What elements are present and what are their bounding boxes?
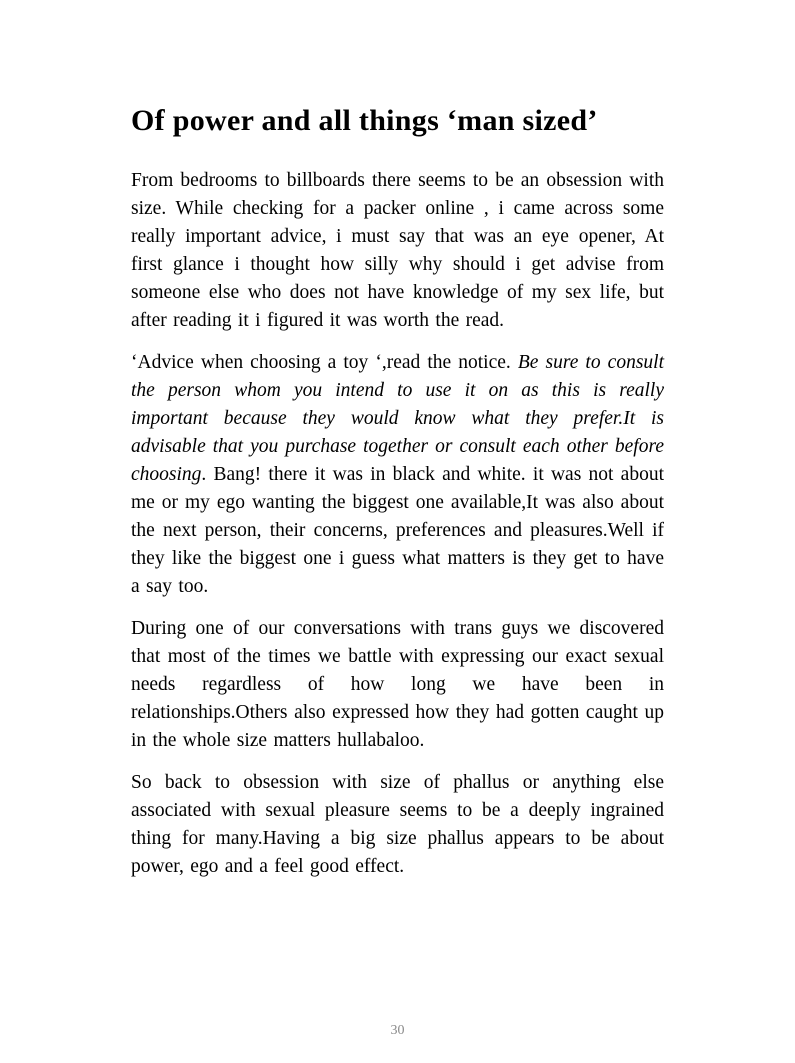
text-run: ‘Advice when choosing a toy ‘,read the notice. <box>131 351 518 373</box>
text-run: So back to obsession with size of phallus or anything else associated with sexual pleasure seems to be a deeply ingrained thing for many.Having a big size phallus appears to be about power, ego and a feel good effect. <box>131 771 664 877</box>
text-run: From bedrooms to billboards there seems to be an obsession with size. While checking for a packer online , i came across some really important advice, i must say that was an eye opener, At first glance i thought how silly why should i get advise from someone else who does not have knowledge of my sex life, but after reading it i figured it was worth the read. <box>131 169 664 331</box>
page-title: Of power and all things ‘man sized’ <box>131 104 598 137</box>
page-number: 30 <box>390 1023 405 1038</box>
paragraph <box>131 167 664 335</box>
italic-text-run: Be sure to consult the person whom you intend to use it on as this is really important because they would know what they prefer.It is advisable that you purchase together or consult each other before choosing <box>131 351 664 485</box>
text-run: During one of our conversations with trans guys we discovered that most of the times we battle with expressing our exact sexual needs regardless of how long we have been in relationships.Others also expressed how they had gotten caught up in the whole size matters hullabaloo. <box>131 617 664 751</box>
paragraph <box>131 615 664 755</box>
document-page <box>131 100 664 895</box>
paragraph <box>131 769 664 881</box>
text-run: . Bang! there it was in black and white. it was not about me or my ego wanting the biggest one available,It was also about the next person, their concerns, preferences and pleasures.Well if they like the biggest one i guess what matters is they get to have a say too. <box>131 463 664 597</box>
paragraph <box>131 349 664 601</box>
document-body <box>131 167 664 881</box>
